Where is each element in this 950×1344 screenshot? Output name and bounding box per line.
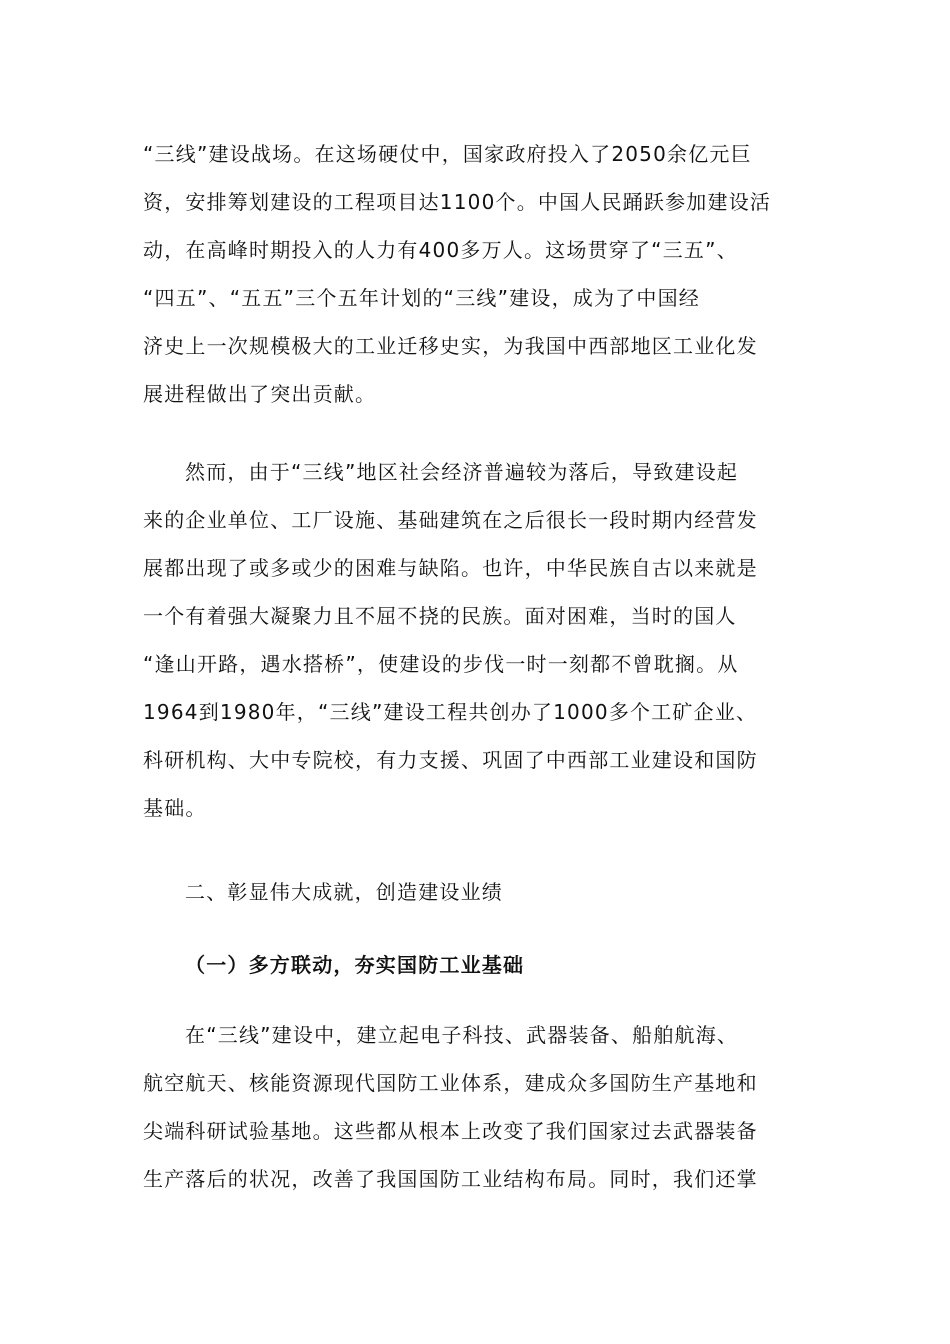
paragraph-line: 然而，由于“三线”地区社会经济普遍较为落后，导致建设起	[185, 460, 739, 484]
paragraph-line: “三线”建设战场。在这场硬仗中，国家政府投入了2050余亿元巨	[143, 142, 752, 166]
paragraph-line: 尖端科研试验基地。这些都从根本上改变了我们国家过去武器装备	[143, 1119, 758, 1143]
paragraph-line: 1964到1980年，“三线”建设工程共创办了1000多个工矿企业、	[143, 700, 758, 724]
paragraph-line: 展进程做出了突出贡献。	[143, 382, 377, 406]
paragraph-line: 动，在高峰时期投入的人力有400多万人。这场贯穿了“三五”、	[143, 238, 738, 262]
paragraph-line: 济史上一次规模极大的工业迁移史实，为我国中西部地区工业化发	[143, 334, 758, 358]
paragraph-3	[143, 1011, 808, 1203]
paragraph-line: “四五”、“五五”三个五年计划的“三线”建设，成为了中国经	[143, 286, 700, 310]
paragraph-line: 基础。	[143, 796, 207, 820]
paragraph-line: 在“三线”建设中，建立起电子科技、武器装备、船舶航海、	[185, 1023, 739, 1047]
paragraph-1	[143, 130, 808, 418]
paragraph-line: 资，安排筹划建设的工程项目达1100个。中国人民踊跃参加建设活	[143, 190, 772, 214]
section-heading-block	[143, 868, 808, 916]
paragraph-line: 来的企业单位、工厂设施、基础建筑在之后很长一段时期内经营发	[143, 508, 758, 532]
paragraph-line: 航空航天、核能资源现代国防工业体系，建成众多国防生产基地和	[143, 1071, 758, 1095]
paragraph-line: 展都出现了或多或少的困难与缺陷。也许，中华民族自古以来就是	[143, 556, 758, 580]
paragraph-line: 科研机构、大中专院校，有力支援、巩固了中西部工业建设和国防	[143, 748, 758, 772]
subsection-heading: （一）多方联动，夯实国防工业基础	[185, 953, 525, 977]
paragraph-line: “逢山开路，遇水搭桥”，使建设的步伐一时一刻都不曾耽搁。从	[143, 652, 739, 676]
paragraph-2	[143, 448, 808, 832]
section-heading: 二、彰显伟大成就，创造建设业绩	[185, 880, 503, 904]
paragraph-line: 一个有着强大凝聚力且不屈不挠的民族。面对困难，当时的国人	[143, 604, 737, 628]
paragraph-line: 生产落后的状况，改善了我国国防工业结构布局。同时，我们还掌	[143, 1167, 758, 1191]
subsection-heading-block	[143, 941, 808, 989]
